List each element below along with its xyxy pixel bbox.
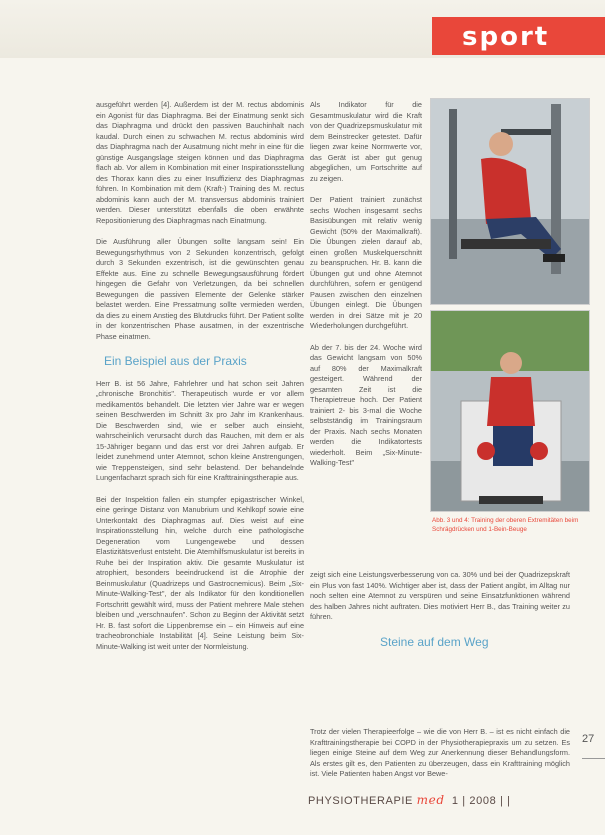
body-paragraph: Trotz der vielen Therapieerfolge – wie die von Herr B. – ist es nicht einfach die Krafttrainingstherapie bei COPD in der Physiotherapiepraxis um zu setzen. Es liegen einige Steine auf dem Weg zur Anerkennung dieser Behandlungsform. Als erstes gilt es, den Patienten zu überzeugen, dass ein Krafttraining möglich ist. Viele Patienten haben Angst vor Bewe- xyxy=(310,727,570,778)
body-paragraph: Der Patient trainiert zunächst sechs Wochen insgesamt sechs Basisübungen mit relativ wenig Gewicht (50% der Maximalkraft). Die Übungen zielen darauf ab, einen großen Muskelquerschnitt zu beanspruchen. Hr. B. kann die Übungen gut und ohne Atemnot durchführen, sofern er genügend Pausen zwischen den einzelnen Übungen einlegt. Die Übungen werden in drei Sätze mit je 20 Wiederholungen durchgeführt. xyxy=(310,195,422,330)
bottom-text-2 xyxy=(310,727,570,791)
body-paragraph: Bei der Inspektion fallen ein stumpfer epigastrischer Winkel, eine geringe Distanz von Manubrium und Kehlkopf sowie eine Unterkontakt des Diaphragmas auf. Dies weist auf eine Inspirationsstellung hin, welche durch eine pathologische Degeneration vom Lungengewebe und dessen Elastizitätsverlust entsteht. Die Atemhilfsmuskulatur ist bereits in Ruhe bei der Inspiration aktiv. Die gesamte Muskulatur ist atrophiert, besonders beeindruckend ist die Atrophie der Beinmuskulatur (Quadrizeps und Gastrocnemicus). Beim „Six-Minute-Walking-Test", der als Indikator für den konditionellen Fortschritt gewählt wird, muss der Patient mehrere Male stehen bleiben und „verschnaufen". Schon zu Beginn der Aktivität setzt Hr. B. fast sofort die Lippenbremse ein – ein Hinweis auf eine tracheobronchiale Instabilität [4]. Seine Leistung beim Six-Minute-Walking ist weit unter der Normleistung. xyxy=(96,494,304,651)
page-number-rule xyxy=(582,758,605,759)
figure-caption: Abb. 3 und 4: Training der oberen Extremitäten beim Schrägdrücken und 1-Bein-Beuge xyxy=(432,517,579,533)
body-paragraph: Als Indikator für die Gesamtmuskulatur wird die Kraft von der Quadrizepsmuskulatur mit dem Beinstrecker getestet. Dafür liegen zwar keine Normwerte vor, das Gerät ist aber gut genug abgeglichen, um Fortschritte auf zu zeigen. xyxy=(310,100,422,183)
page-number: 27 xyxy=(582,733,595,745)
body-paragraph: Ab der 7. bis der 24. Woche wird das Gewicht langsam von 50% auf 80% der Maximalkraft gesteigert. Während der gesamten Zeit ist die Therapietreue hoch. Der Patient trainiert 2- bis 3-mal die Woche selbstständig im Trainingsraum der Praxis. Nach sechs Monaten werden die Indikatortests wiederholt. Beim „Six-Minute-Walking-Test" xyxy=(310,342,422,467)
section-title: sport xyxy=(462,22,550,52)
photo-chest-press xyxy=(430,98,590,305)
journal-brand: med xyxy=(416,793,445,807)
photo-leg-curl xyxy=(430,310,590,512)
issue-year: 2008 xyxy=(469,795,497,807)
photo-leg-curl-illustration xyxy=(431,311,589,511)
left-column xyxy=(96,100,304,663)
body-paragraph: Herr B. ist 56 Jahre, Fahrlehrer und hat schon seit Jahren „chronische Bronchitis". Therapeutisch wurde er vor allem medikamentös behandelt. Die letzten vier Jahre war er wegen seinen Beschwerden im Schnitt 3x pro Jahr im Krankenhaus. Die Beschwerden sind, wie er selber auch einsieht, wahrscheinlich verursacht durch das Rauchen, mit dem er als 15-Jähriger begann und das erst vor drei Jahren aufgab. Er leidet zunehmend unter Atemnot, schon kleine Anstrengungen, wie Treppensteigen, sind sehr belastend. Der behandelnde Lungenfacharzt sprach sich für eine Krafttrainingstherapie aus. xyxy=(96,378,304,482)
middle-column xyxy=(310,100,422,480)
body-paragraph: zeigt sich eine Leistungsverbesserung von ca. 30% und bei der Quadrizepskraft ein Plus von fast 140%. Wichtiger aber ist, dass der Patient angibt, im Alltag nur noch selten eine Atemnot zu verspüren und seine Einsatzfunktionen während des halben Jahres nicht auftraten. Dies motiviert Herr B., das Training weiter zu führen. xyxy=(310,570,570,621)
body-paragraph: ausgeführt werden [4]. Außerdem ist der M. rectus abdominis ein Agonist für das Diaphragma. Bei der Einatmung senkt sich das Diaphragma und drückt den passiven Bauchinhalt nach kaudal. Durch einen zu schwachen M. rectus abdominis wird das Diaphragma nach der Ausatmung nicht mehr in eine für die günstige Ausgangslage steigen können und das Diaphragma flach ab. Vor allem in Kombination mit einer Inspirationsstellung des Thorax kann dies zu einer Insuffizienz des Diaphragmas führen. In Kombination mit dem (Kraft-) Training des M. rectus abdominis kann auch der M. transversus abdominis trainiert werden. Dieser unterstützt ebenfalls die oben erwähnte Repositionierung des Diaphragmas nach Einatmung. xyxy=(96,100,304,225)
photo-chest-press-illustration xyxy=(431,99,589,304)
issue-number: 1 xyxy=(451,795,459,807)
journal-footer: PHYSIOTHERAPIE med 1 | 2008 | | xyxy=(308,793,511,807)
bottom-text xyxy=(310,570,570,659)
body-paragraph: Die Ausführung aller Übungen sollte langsam sein! Ein Bewegungsrhythmus von 2 Sekunden konzentrisch, gefolgt durch 3 Sekunden exzentrisch, ist die gewünschten genau Effekte aus. Eine zu schnelle Bewegungsausführung fördert hingegen die Gefahr von Verletzungen, da bei schnellen Bewegungen die passiven Elemente der Gelenke stärker belastet werden. Eine Pressatmung sollte vermieden werden, da dies zu einem Anstieg des Blutdrucks führt. Der Patient sollte in der konzentrischen Phase ausatmen, in der exzentrische Phase einatmen. xyxy=(96,237,304,341)
journal-name: PHYSIOTHERAPIE xyxy=(308,795,413,807)
subheading-steine: Steine auf dem Weg xyxy=(380,634,489,649)
subheading-praxis: Ein Beispiel aus der Praxis xyxy=(104,354,247,368)
